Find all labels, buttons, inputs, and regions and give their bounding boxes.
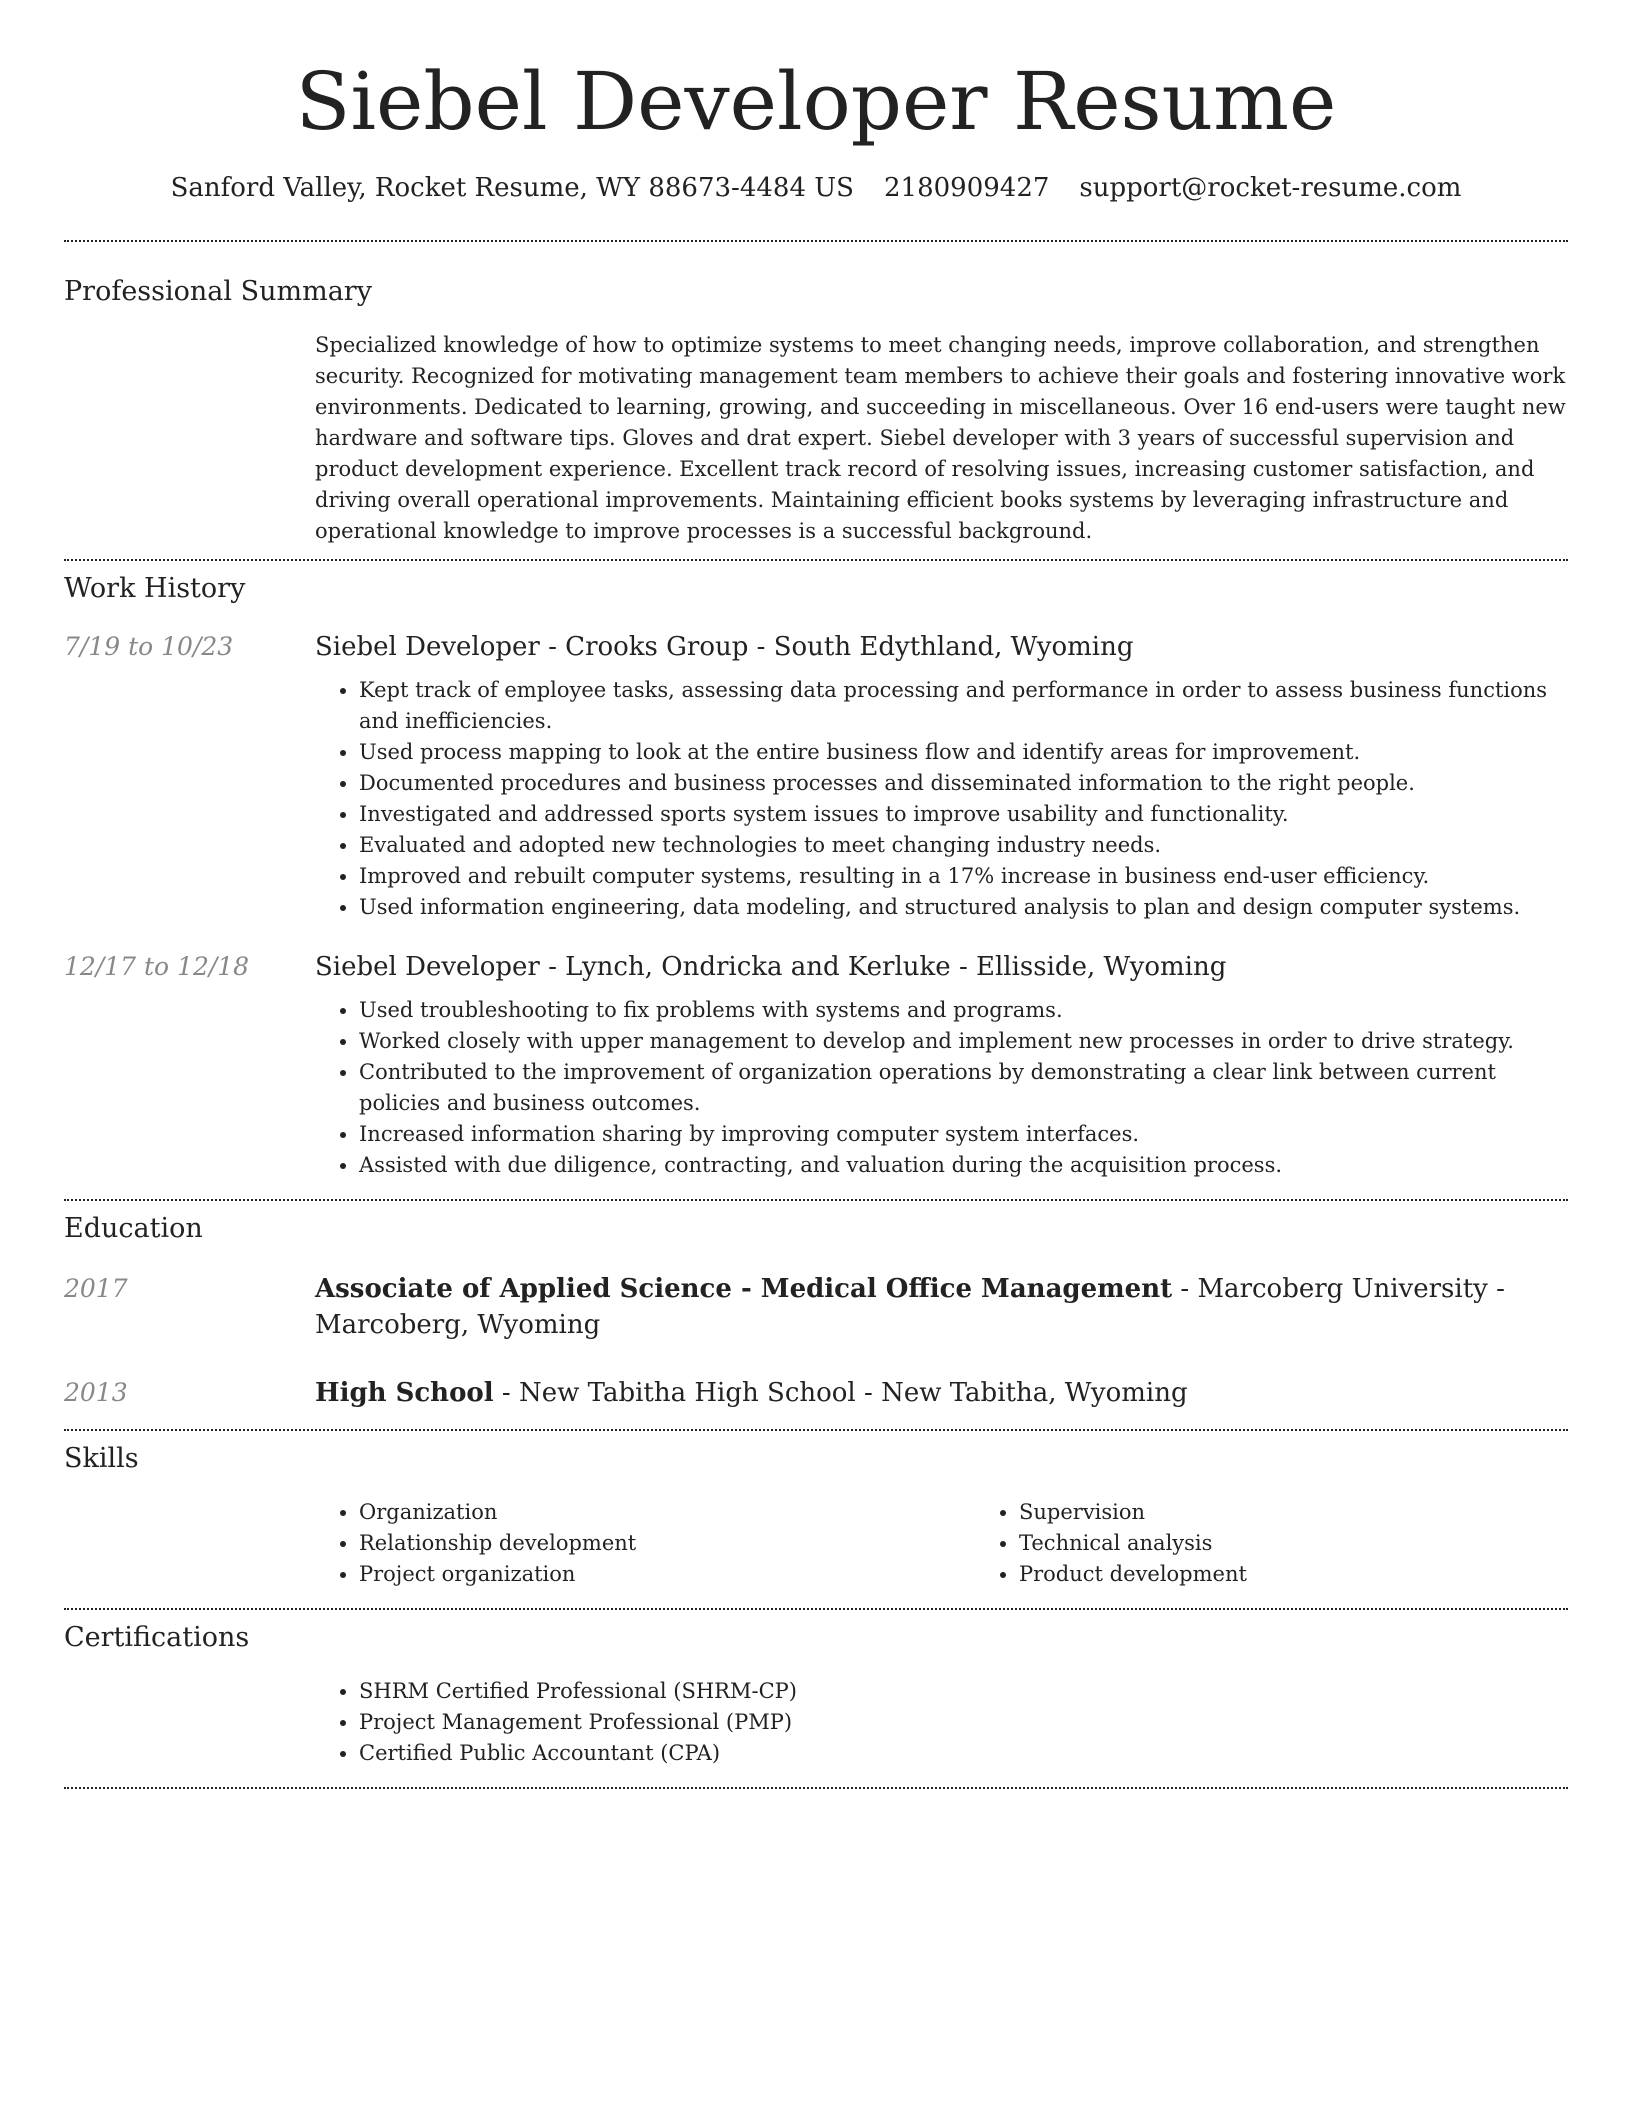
list-item: • Relationship development	[359, 1528, 975, 1559]
list-item: • Certified Public Accountant (CPA)	[359, 1738, 1568, 1769]
section-title-work: Work History	[64, 573, 246, 604]
contact-phone: 2180909427	[883, 173, 1050, 203]
list-item: • Used troubleshooting to fix problems with systems and programs.	[359, 995, 1568, 1026]
resume-title: Siebel Developer Resume	[295, 55, 1337, 148]
section-title-education: Education	[64, 1213, 203, 1244]
skills-row	[64, 1497, 1568, 1590]
education-school: - New Tabitha High School - New Tabitha, Wyoming	[493, 1378, 1188, 1408]
list-item: • Used information engineering, data modeling, and structured analysis to plan and design computer systems.	[359, 892, 1568, 923]
summary-row	[64, 330, 1568, 547]
list-item: • Investigated and addressed sports system issues to improve usability and functionality.	[359, 799, 1568, 830]
list-item: • SHRM Certified Professional (SHRM-CP)	[359, 1676, 1568, 1707]
list-item: • Supervision	[1019, 1497, 1632, 1528]
education-year: 2017	[64, 1274, 128, 1303]
list-item: • Contributed to the improvement of organization operations by demonstrating a clear link between current policies and business outcomes.	[359, 1057, 1568, 1119]
list-item: • Organization	[359, 1497, 975, 1528]
contact-email: support@rocket-resume.com	[1079, 173, 1462, 203]
list-item: • Product development	[1019, 1559, 1632, 1590]
job-bullets	[315, 995, 1568, 1181]
list-item: • Technical analysis	[1019, 1528, 1632, 1559]
list-item: • Worked closely with upper management to develop and implement new processes in order to drive strategy.	[359, 1026, 1568, 1057]
list-item: • Assisted with due diligence, contracting, and valuation during the acquisition process.	[359, 1150, 1568, 1181]
certifications-list	[315, 1676, 1568, 1769]
job-bullets	[315, 675, 1568, 923]
contact-address: Sanford Valley, Rocket Resume, WY 88673-4484 US	[170, 173, 854, 203]
list-item: • Increased information sharing by improving computer system interfaces.	[359, 1119, 1568, 1150]
education-degree: High School	[315, 1378, 494, 1408]
divider	[64, 1787, 1568, 1789]
job-entry	[64, 629, 1568, 923]
education-degree: Associate of Applied Science - Medical Office Management	[315, 1274, 1173, 1304]
contact-line	[64, 170, 1568, 206]
skills-list-left	[315, 1497, 975, 1590]
skills-list-right	[975, 1497, 1632, 1590]
certifications-row	[64, 1676, 1568, 1769]
list-item: • Used process mapping to look at the entire business flow and identify areas for improvement.	[359, 737, 1568, 768]
education-school: - Marcoberg University - Marcoberg, Wyoming	[315, 1274, 1505, 1340]
education-year: 2013	[64, 1378, 128, 1407]
summary-text: Specialized knowledge of how to optimize systems to meet changing needs, improve collaboration, and strengthen security. Recognized for motivating management team members to achieve their goals and fostering innovative work environments. Dedicated to learning, growing, and succeeding in miscellaneous. Over 16 end-users were taught new hardware and software tips. Gloves and drat expert. Siebel developer with 3 years of successful supervision and product development experience. Excellent track record of resolving issues, increasing customer satisfaction, and driving overall operational improvements. Maintaining efficient books systems by leveraging infrastructure and operational knowledge to improve processes is a successful background.	[315, 333, 1566, 543]
section-title-skills: Skills	[64, 1443, 139, 1474]
list-item: • Improved and rebuilt computer systems, resulting in a 17% increase in business end-user efficiency.	[359, 861, 1568, 892]
job-title: Siebel Developer - Crooks Group - South Edythland, Wyoming	[315, 632, 1134, 662]
list-item: • Evaluated and adopted new technologies to meet changing industry needs.	[359, 830, 1568, 861]
list-item: • Project organization	[359, 1559, 975, 1590]
list-item: • Project Management Professional (PMP)	[359, 1707, 1568, 1738]
job-dates: 7/19 to 10/23	[64, 632, 234, 661]
job-title: Siebel Developer - Lynch, Ondricka and Kerluke - Ellisside, Wyoming	[315, 952, 1227, 982]
list-item: • Documented procedures and business processes and disseminated information to the right people.	[359, 768, 1568, 799]
education-entry	[64, 1271, 1568, 1343]
section-title-summary: Professional Summary	[64, 276, 372, 307]
list-item: • Kept track of employee tasks, assessing data processing and performance in order to assess business functions and inefficiencies.	[359, 675, 1568, 737]
job-dates: 12/17 to 12/18	[64, 952, 250, 981]
education-entry	[64, 1375, 1568, 1411]
section-title-certifications: Certifications	[64, 1622, 250, 1653]
job-entry	[64, 949, 1568, 1181]
